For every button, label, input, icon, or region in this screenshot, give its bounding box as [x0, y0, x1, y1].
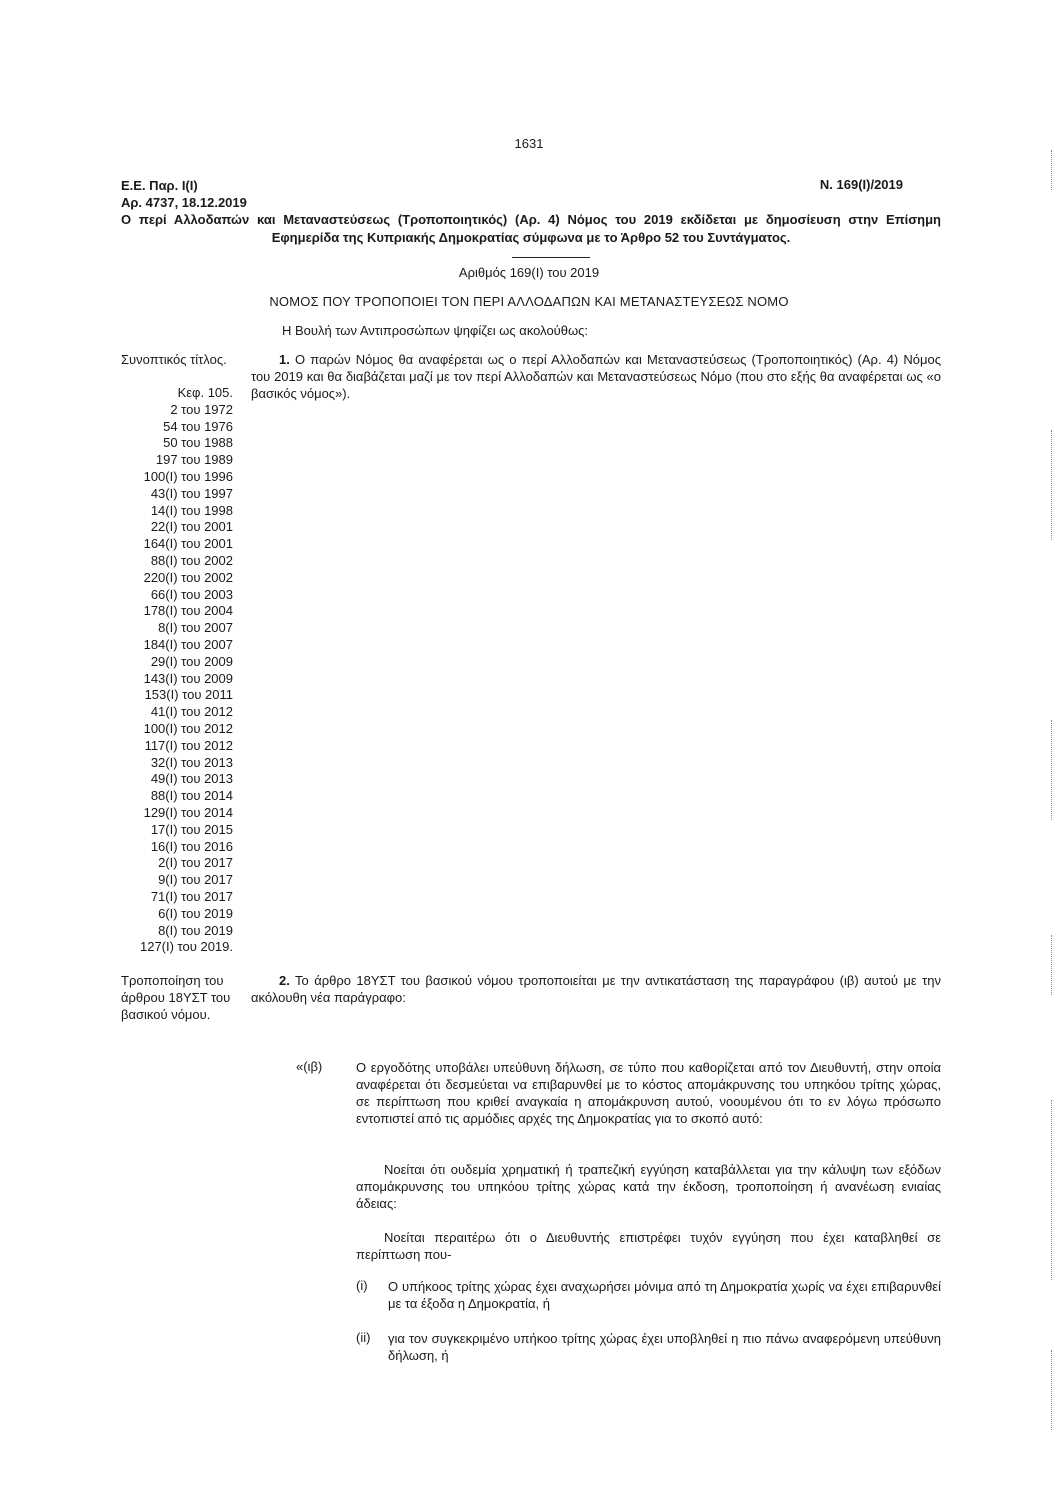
legislation-reference: 66(Ι) του 2003 [150, 586, 233, 602]
legislation-reference: Κεφ. 105. [177, 385, 233, 400]
paragraph-label: «(ιβ) [296, 1059, 323, 1074]
legislation-reference: 2 του 1972 [170, 401, 233, 417]
proviso-2: Νοείται περαιτέρω ότι ο Διευθυντής επιστρέφει τυχόν εγγύηση που έχει καταβληθεί σε περίπτωση που- [356, 1230, 941, 1262]
subitem-2-text: για τον συγκεκριμένο υπήκοο τρίτης χώρας έχει υποβληθεί η πιο πάνω αναφερόμενη υπεύθυνη δήλωση, ή [388, 1331, 941, 1363]
legislation-reference: 54 του 1976 [163, 418, 233, 434]
legislation-reference: 9(Ι) του 2017 [158, 872, 233, 888]
section-2-text [251, 973, 941, 1007]
section-1-number: 1. [279, 352, 290, 367]
margin-note-short-title [121, 352, 231, 369]
promulgation-statement: Ο περί Αλλοδαπών και Μεταναστεύσεως (Τροποποιητικός) (Αρ. 4) Νόμος του 2019 εκδίδεται με δημοσίευση στην Επίσημη Εφημερίδα της Κυπριακής Δημοκρατίας σύμφωνα με το Άρθρο 52 του Συντάγματος. [121, 212, 941, 245]
legislation-reference: 8(Ι) του 2007 [158, 620, 233, 636]
subitem-2-label: (ii) [356, 1330, 371, 1345]
subitem-1-text: Ο υπήκοος τρίτης χώρας έχει αναχωρήσει μόνιμα από τη Δημοκρατία χωρίς να έχει επιβαρυνθεί με τα έξοδα η Δημοκρατία, ή [388, 1279, 941, 1311]
section-2-body: Το άρθρο 18ΥΣΤ του βασικού νόμου τροποποιείται με την αντικατάσταση της παραγράφου (ιβ) αυτού με την ακόλουθη νέα παράγραφο: [251, 973, 941, 1005]
legislation-reference: 32(Ι) του 2013 [150, 754, 233, 770]
legislation-reference: 143(Ι) του 2009 [143, 670, 233, 686]
legislation-reference: 164(Ι) του 2001 [143, 536, 233, 552]
legislation-reference: 178(Ι) του 2004 [143, 603, 233, 619]
legislation-reference: 14(Ι) του 1998 [150, 502, 233, 518]
legislation-reference: 43(Ι) του 1997 [150, 485, 233, 501]
proviso-1: Νοείται ότι ουδεμία χρηματική ή τραπεζική εγγύηση καταβάλλεται για την κάλυψη των εξόδων απομάκρυνσης του υπηκόου τρίτης χώρας κατά την έκδοση, τροποποίηση ή ανανέωση ενιαίας άδειας: [356, 1162, 941, 1211]
legislation-reference: 100(Ι) του 1996 [143, 468, 233, 484]
legislation-reference: 50 του 1988 [163, 435, 233, 451]
law-number: Αριθμός 169(Ι) του 2019 [458, 265, 600, 280]
legislation-reference: 100(Ι) του 2012 [143, 720, 233, 736]
section-1-text [251, 352, 941, 402]
legislation-reference: 127(Ι) του 2019. [139, 939, 233, 955]
legislation-reference: 17(Ι) του 2015 [150, 821, 233, 837]
legislation-reference: 49(Ι) του 2013 [150, 771, 233, 787]
legislation-reference: 8(Ι) του 2019 [158, 922, 233, 938]
legislation-reference: 117(Ι) του 2012 [144, 737, 233, 753]
legislation-reference: 6(Ι) του 2019 [158, 905, 233, 921]
gazette-header [121, 177, 247, 211]
legislation-reference: 71(Ι) του 2017 [150, 888, 233, 904]
legislation-reference: 16(Ι) του 2016 [150, 838, 233, 854]
legislation-reference: 88(Ι) του 2014 [150, 788, 233, 804]
separator-line [512, 257, 590, 258]
legislation-reference: 184(Ι) του 2007 [143, 636, 233, 652]
margin-note-text: Συνοπτικός τίτλος. [121, 352, 227, 367]
legislation-reference: 197 του 1989 [155, 452, 233, 468]
scan-edge-mark [1051, 430, 1054, 540]
legislation-reference: 22(Ι) του 2001 [150, 519, 233, 535]
legislation-reference: 41(Ι) του 2012 [150, 704, 233, 720]
scan-edge-mark [1051, 1350, 1054, 1430]
law-reference: Ν. 169(Ι)/2019 [819, 177, 903, 192]
gazette-issue: Αρ. 4737, 18.12.2019 [121, 195, 247, 210]
legislation-reference: 2(Ι) του 2017 [158, 855, 233, 871]
paragraph-text: Ο εργοδότης υποβάλει υπεύθυνη δήλωση, σε τύπο που καθορίζεται από τον Διευθυντή, στην οποία αναφέρεται ότι δεσμεύεται να επιβαρυνθεί με το κόστος απομάκρυνσης του υπηκόου τρίτης χώρας, σε περίπτωση που κριθεί αναγκαία η απομάκρυνση αυτού, νοουμένου ότι το εν λόγω πρόσωπο εντοπιστεί από τις αρμόδιες αρχές της Δημοκρατίας για το σκοπό αυτό: [356, 1060, 941, 1126]
legislation-reference: 153(Ι) του 2011 [144, 687, 233, 703]
legislation-reference: 220(Ι) του 2002 [143, 569, 233, 585]
scan-edge-mark [1051, 935, 1054, 995]
section-2-number: 2. [279, 973, 290, 988]
law-title: ΝΟΜΟΣ ΠΟΥ ΤΡΟΠΟΠΟΙΕΙ ΤΟΝ ΠΕΡΙ ΑΛΛΟΔΑΠΩΝ ΚΑΙ ΜΕΤΑΝΑΣΤΕΥΣΕΩΣ ΝΟΜΟ [269, 294, 789, 309]
margin-note-amendment: Τροποποίηση του άρθρου 18ΥΣΤ του βασικού νόμου. [121, 973, 231, 1022]
page-number: 1631 [514, 136, 544, 151]
enactment-formula: Η Βουλή των Αντιπροσώπων ψηφίζει ως ακολούθως: [282, 323, 589, 338]
section-1-body: Ο παρών Νόμος θα αναφέρεται ως ο περί Αλλοδαπών και Μεταναστεύσεως (Τροποποιητικός) (Αρ. 4) Νόμος του 2019 και θα διαβάζεται μαζί με τον περί Αλλοδαπών και Μεταναστεύσεως Νόμο (που στο εξής θα αναφέρεται ως «ο βασικός νόμος»). [251, 352, 941, 401]
legislation-reference: 88(Ι) του 2002 [150, 552, 233, 568]
gazette-part: Ε.Ε. Παρ. Ι(Ι) [121, 178, 198, 193]
legislation-reference: 29(Ι) του 2009 [150, 653, 233, 669]
subitem-1-label: (i) [356, 1278, 368, 1293]
scan-edge-mark [1051, 1100, 1054, 1280]
legislation-references [121, 385, 233, 956]
legislation-reference: 129(Ι) του 2014 [143, 804, 233, 820]
scan-edge-mark [1051, 150, 1054, 190]
scan-edge-mark [1051, 720, 1054, 820]
